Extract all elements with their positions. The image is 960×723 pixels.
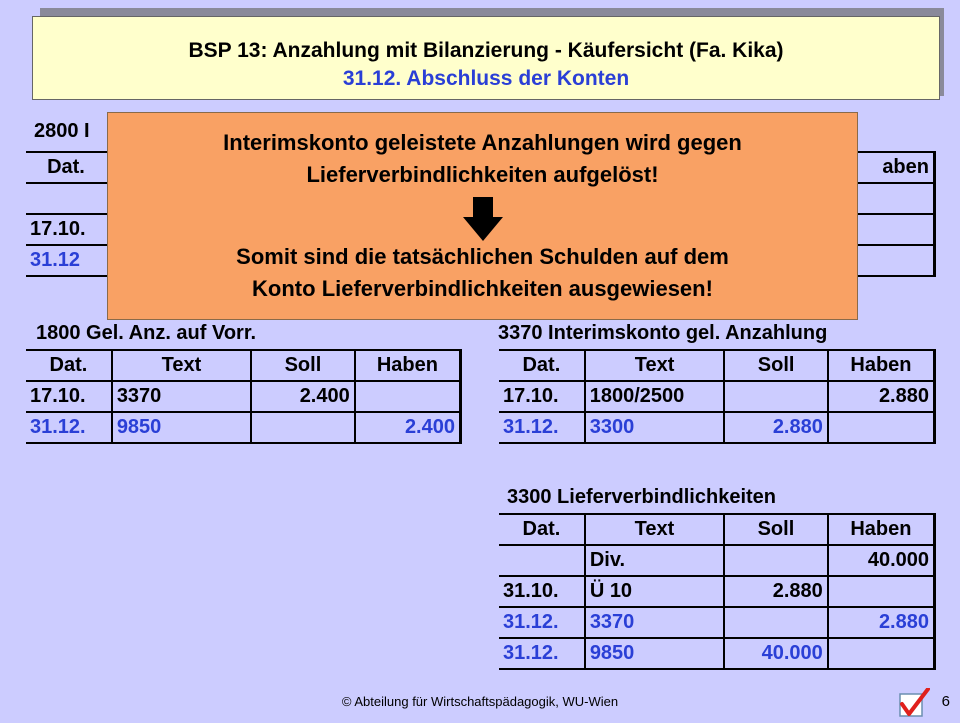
header-credit: aben xyxy=(825,152,935,183)
header-date: Dat. xyxy=(499,350,585,381)
cell-date xyxy=(499,545,585,576)
account-1800-table xyxy=(26,349,462,444)
page-number: 6 xyxy=(941,693,950,710)
table-row xyxy=(26,183,106,214)
cell-credit: 2.880 xyxy=(828,607,935,638)
table-row xyxy=(26,412,461,443)
header-debit: Soll xyxy=(251,350,355,381)
cell-text: 3300 xyxy=(585,412,725,443)
callout-line-4: Konto Lieferverbindlichkeiten ausgewiesen! xyxy=(252,276,713,301)
account-3300-table xyxy=(499,513,936,670)
title-panel xyxy=(32,16,940,100)
cell-debit xyxy=(724,381,828,412)
table-row xyxy=(26,381,461,412)
cell-credit xyxy=(828,412,935,443)
header-date: Dat. xyxy=(499,514,585,545)
cell-text: 9850 xyxy=(585,638,724,669)
table-row xyxy=(499,576,935,607)
header-date: Dat. xyxy=(26,350,112,381)
account-2800-title: 2800 I xyxy=(34,120,90,142)
slide-subtitle: 31.12. Abschluss der Konten xyxy=(342,67,630,90)
callout-line-2: Lieferverbindlichkeiten aufgelöst! xyxy=(306,162,659,187)
table-row: 31.12 xyxy=(26,245,106,276)
account-3370-title: 3370 Interimskonto gel. Anzahlung xyxy=(498,322,828,344)
header-credit: Haben xyxy=(355,350,461,381)
title-box xyxy=(32,12,944,100)
cell-date: 17.10. xyxy=(499,381,585,412)
cell-date: 31.12. xyxy=(499,412,585,443)
header-text: Text xyxy=(585,350,725,381)
callout-line-3: Somit sind die tatsächlichen Schulden auf dem xyxy=(236,244,729,269)
checkmark-icon xyxy=(898,688,930,718)
cell-text: Ü 10 xyxy=(585,576,724,607)
cell-debit: 2.400 xyxy=(251,381,355,412)
cell-text: Div. xyxy=(585,545,724,576)
header-text: Text xyxy=(112,350,251,381)
cell-credit xyxy=(355,381,461,412)
slide-title: BSP 13: Anzahlung mit Bilanzierung - Käufersicht (Fa. Kika) xyxy=(188,39,784,62)
header-credit: Haben xyxy=(828,350,935,381)
cell-text: 3370 xyxy=(112,381,251,412)
cell-date: 31.12. xyxy=(26,412,112,443)
cell-credit: 2.880 xyxy=(828,381,935,412)
cell-credit: 40.000 xyxy=(828,545,935,576)
cell-debit: 40.000 xyxy=(724,638,828,669)
cell-credit xyxy=(828,638,935,669)
cell-debit: 2.880 xyxy=(724,576,828,607)
info-callout xyxy=(107,112,858,320)
cell-text: 1800/2500 xyxy=(585,381,725,412)
cell-date: 31.12. xyxy=(499,607,585,638)
account-3300-title: 3300 Lieferverbindlichkeiten xyxy=(507,486,777,508)
table-row xyxy=(499,607,935,638)
cell-credit xyxy=(828,576,935,607)
cell-date: 31.12. xyxy=(499,638,585,669)
callout-line-1: Interimskonto geleistete Anzahlungen wird gegen xyxy=(223,130,742,155)
cell-debit: 2.880 xyxy=(724,412,828,443)
cell-debit xyxy=(724,545,828,576)
table-row xyxy=(499,381,935,412)
header-text: Text xyxy=(585,514,724,545)
cell-text: 3370 xyxy=(585,607,724,638)
arrow-down-icon xyxy=(463,197,503,241)
header-date: Dat. xyxy=(26,152,106,183)
header-debit: Soll xyxy=(724,514,828,545)
footer-copyright: © Abteilung für Wirtschaftspädagogik, WU-Wien xyxy=(341,694,619,709)
account-3370-table xyxy=(499,349,936,444)
table-row xyxy=(499,545,935,576)
cell-debit xyxy=(724,607,828,638)
account-1800-title: 1800 Gel. Anz. auf Vorr. xyxy=(36,322,257,344)
table-row: 17.10. xyxy=(26,214,106,245)
cell-date: 31.10. xyxy=(499,576,585,607)
cell-credit: 2.400 xyxy=(355,412,461,443)
table-row xyxy=(499,638,935,669)
cell-date: 17.10. xyxy=(26,381,112,412)
cell-text: 9850 xyxy=(112,412,251,443)
cell-debit xyxy=(251,412,355,443)
header-debit: Soll xyxy=(724,350,828,381)
header-credit: Haben xyxy=(828,514,935,545)
table-row xyxy=(499,412,935,443)
